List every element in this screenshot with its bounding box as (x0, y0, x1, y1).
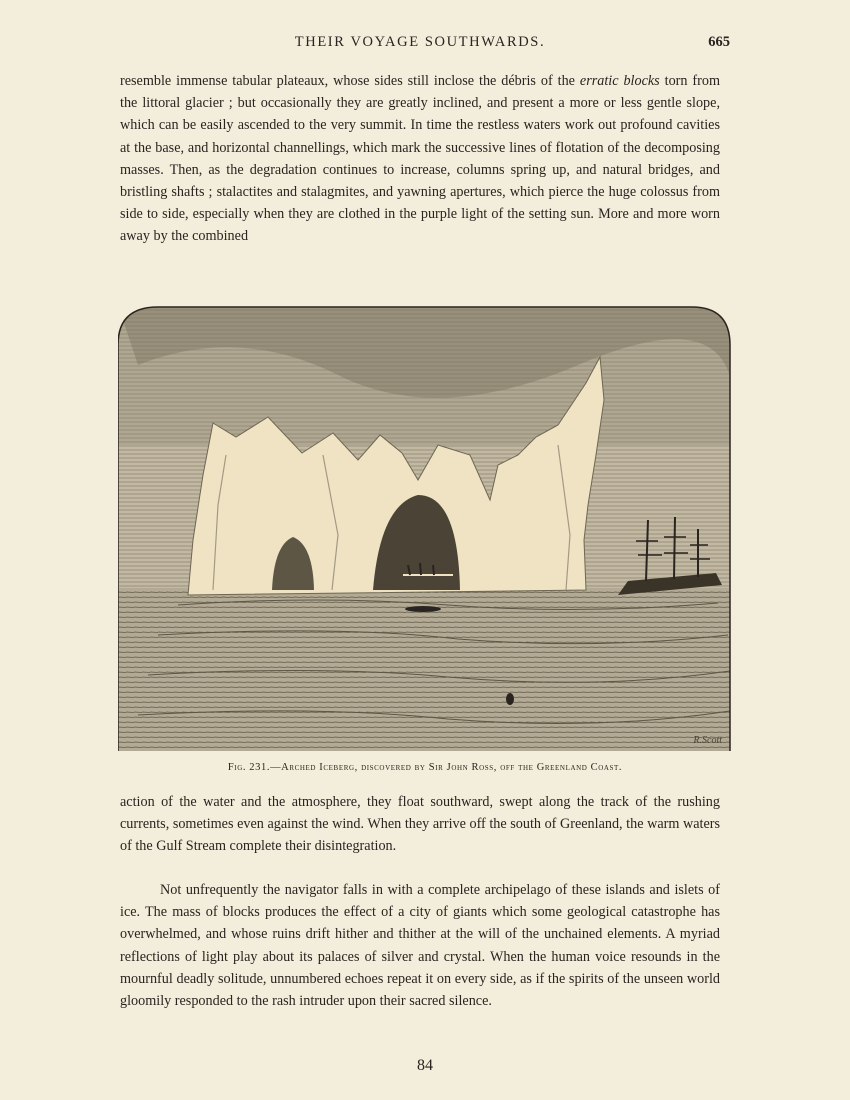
paragraph-1-text-b: torn from the littoral glacier ; but occasionally they are greatly inclined, and present a more or less gentle slope, which can be easily ascended to the very summit. In time the restless waters work out profound cavities at the base, and horizontal channellings, which mark the successive lines of flotation of the decomposing masses. Then, as the degradation continues to increase, columns spring up, and natural bridges, and bristling shafts ; stalactites and stalagmites, and yawning apertures, which pierce the huge colossus from side to side, especially when they are clothed in the purple light of the setting sun. More and more worn away by the combined (120, 73, 721, 245)
iceberg-engraving (118, 305, 732, 751)
engraver-signature: R.Scott (693, 735, 722, 746)
paragraph-1-italic: erratic blocks (579, 73, 660, 89)
paragraph-3: Not unfrequently the navigator falls in with a complete archipelago of these islands and islets of ice. The mass of blocks produces the effect of a city of giants which some geological catastrophe has overwhelmed, and whose ruins drift hither and thither at the will of the unchained elements. A myriad reflections of light play about its palaces of silver and crystal. When the human voice resounds in the mournful deadly solitude, unnumbered echoes repeat it on every side, as if the spirits of the unseen world gloomily responded to the rash intruder upon their sacred silence. (120, 882, 720, 1010)
running-head (120, 34, 730, 54)
figure-caption: Fig. 231.—Arched Iceberg, discovered by Sir John Ross, off the Greenland Coast. (227, 762, 623, 773)
paragraph-1 (120, 70, 720, 248)
page-number: 84 (417, 1057, 433, 1074)
folio-number: 665 (708, 34, 730, 50)
paragraph-2: action of the water and the atmosphere, they float southward, swept along the track of the rushing currents, sometimes even against the wind. When they arrive off the south of Greenland, the warm waters of the Gulf Stream complete their disintegration. (120, 794, 720, 855)
running-title: THEIR VOYAGE SOUTHWARDS. (294, 34, 546, 50)
paragraph-1-text-a: resemble immense tabular plateaux, whose sides still inclose the débris of the (120, 73, 580, 89)
